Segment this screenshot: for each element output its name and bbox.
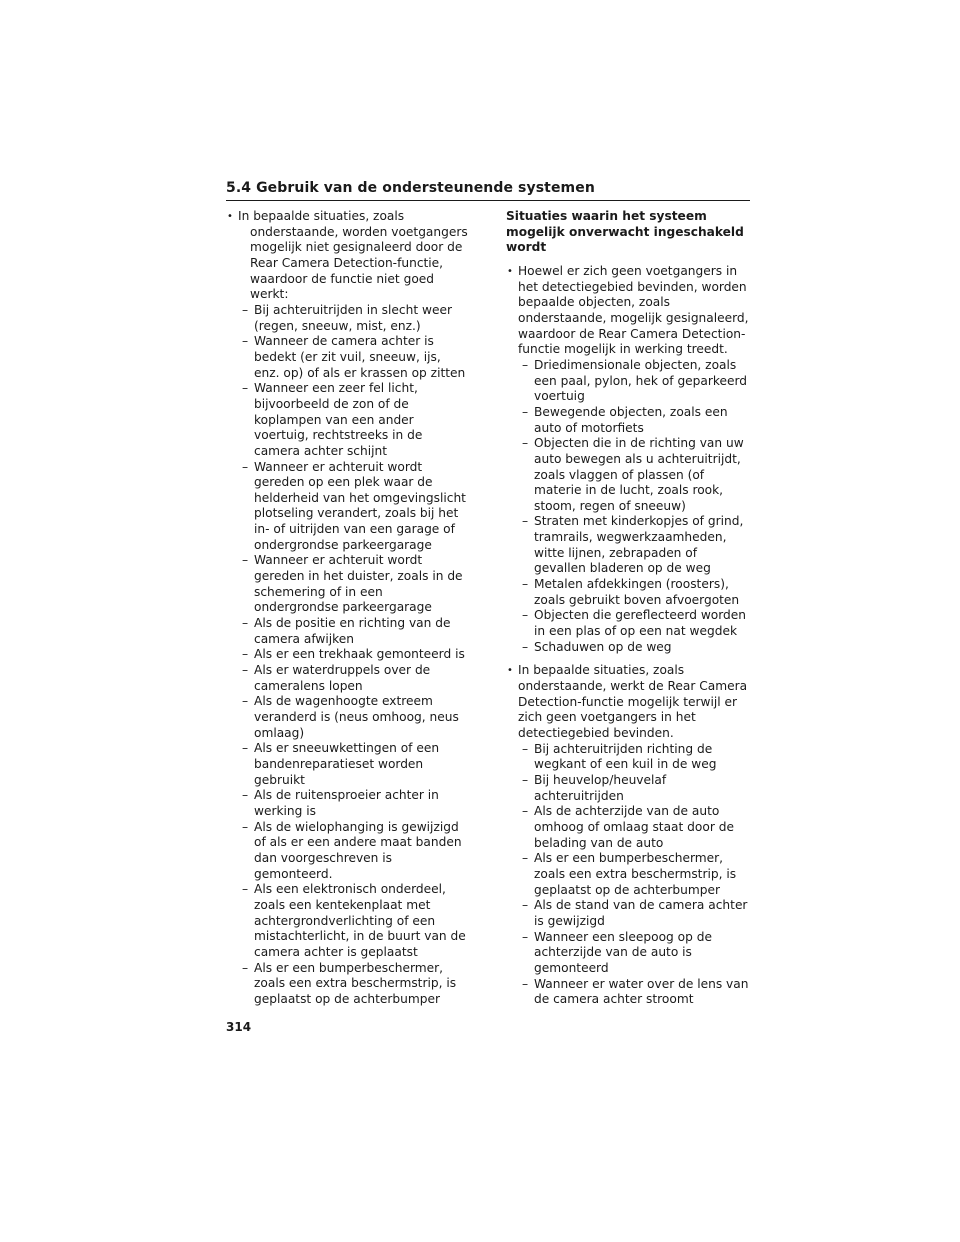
page-number: 314: [226, 1020, 252, 1034]
list-item: – Driedimensionale objecten, zoals een paal, pylon, hek of geparkeerd voertuig: [506, 358, 750, 405]
list-item: – Bij achteruitrijden richting de wegkant of een kuil in de weg: [506, 742, 750, 773]
list-item: – Als de achterzijde van de auto omhoog of omlaag staat door de belading van de auto: [506, 804, 750, 851]
bullet-text: • Hoewel er zich geen voetgangers in het detectiegebied bevinden, worden bepaalde objecten, zoals onderstaande, mogelijk gesignaleerd, waardoor de Rear Camera Detection-functie mogelijk in werking treedt.: [518, 263, 749, 357]
list-item: – Als er sneeuwkettingen of een bandenreparatieset worden gebruikt: [226, 741, 470, 788]
list-item: – Bij achteruitrijden in slecht weer (regen, sneeuw, mist, enz.): [226, 303, 470, 334]
list-item: – Als de wagenhoogte extreem veranderd is (neus omhoog, neus omlaag): [226, 694, 470, 741]
section-header: [226, 180, 750, 201]
sub-list: [506, 358, 750, 655]
subsection-heading: Situaties waarin het systeem mogelijk onverwacht ingeschakeld wordt: [506, 209, 744, 255]
header-rule: [226, 200, 750, 201]
bullet-item: [226, 209, 470, 303]
list-item: – Objecten die gereflecteerd worden in een plas of op een nat wegdek: [506, 608, 750, 639]
bullet-item: [506, 264, 750, 358]
bullet-text: • In bepaalde situaties, zoals onderstaande, worden voetgangers mogelijk niet gesignaleerd door de Rear Camera Detection-functie, waardoor de functie niet goed werkt:: [238, 209, 468, 302]
list-item: – Wanneer een zeer fel licht, bijvoorbeeld de zon of de koplampen van een ander voertuig, rechtstreeks in de camera achter schijnt: [226, 381, 470, 459]
list-item: – Als er een trekhaak gemonteerd is: [226, 647, 470, 663]
bullet-item: [506, 663, 750, 741]
list-item: – Schaduwen op de weg: [506, 640, 750, 656]
left-column: [226, 209, 470, 1007]
list-item: – Als er waterdruppels over de cameralens lopen: [226, 663, 470, 694]
list-item: – Als er een bumperbeschermer, zoals een extra beschermstrip, is geplaatst op de achterbumper: [506, 851, 750, 898]
list-item: – Objecten die in de richting van uw auto bewegen als u achteruitrijdt, zoals vlaggen of plassen (of materie in de lucht, zoals rook, stoom, regen of sneeuw): [506, 436, 750, 514]
list-item: – Als de stand van de camera achter is gewijzigd: [506, 898, 750, 929]
list-item: – Als de positie en richting van de camera afwijken: [226, 616, 470, 647]
list-item: – Wanneer er achteruit wordt gereden in het duister, zoals in de schemering of in een ondergrondse parkeergarage: [226, 553, 470, 616]
list-item: – Metalen afdekkingen (roosters), zoals gebruikt boven afvoergoten: [506, 577, 750, 608]
sub-list: [506, 742, 750, 1008]
sub-list: [226, 303, 470, 1008]
bullet-text: • In bepaalde situaties, zoals onderstaande, werkt de Rear Camera Detection-functie mogelijk terwijl er zich geen voetgangers in het detectiegebied bevinden.: [518, 663, 748, 740]
list-item: – Als er een bumperbeschermer, zoals een extra beschermstrip, is geplaatst op de achterbumper: [226, 961, 470, 1008]
list-item: – Straten met kinderkopjes of grind, tramrails, wegwerkzaamheden, witte lijnen, zebrapaden of gevallen bladeren op de weg: [506, 514, 750, 577]
list-item: – Als een elektronisch onderdeel, zoals een kentekenplaat met achtergrondverlichting of een mistachterlicht, in de buurt van de camera achter is geplaatst: [226, 882, 470, 960]
list-item: – Wanneer er achteruit wordt gereden op een plek waar de helderheid van het omgevingslicht plotseling verandert, zoals bij het in- of uitrijden van een garage of ondergrondse parkeergarage: [226, 460, 470, 554]
list-item: – Als de ruitensproeier achter in werking is: [226, 788, 470, 819]
spacer: [506, 655, 750, 663]
section-title: 5.4 Gebruik van de ondersteunende systemen: [226, 180, 595, 196]
right-column: [506, 209, 750, 1008]
list-item: – Wanneer de camera achter is bedekt (er zit vuil, sneeuw, ijs, enz. op) of als er krassen op zitten: [226, 334, 470, 381]
list-item: – Bewegende objecten, zoals een auto of motorfiets: [506, 405, 750, 436]
list-item: – Als de wielophanging is gewijzigd of als er een andere maat banden dan voorgeschreven is gemonteerd.: [226, 820, 470, 883]
list-item: – Wanneer een sleepoog op de achterzijde van de auto is gemonteerd: [506, 930, 750, 977]
list-item: – Wanneer er water over de lens van de camera achter stroomt: [506, 977, 750, 1008]
list-item: – Bij heuvelop/heuvelaf achteruitrijden: [506, 773, 750, 804]
